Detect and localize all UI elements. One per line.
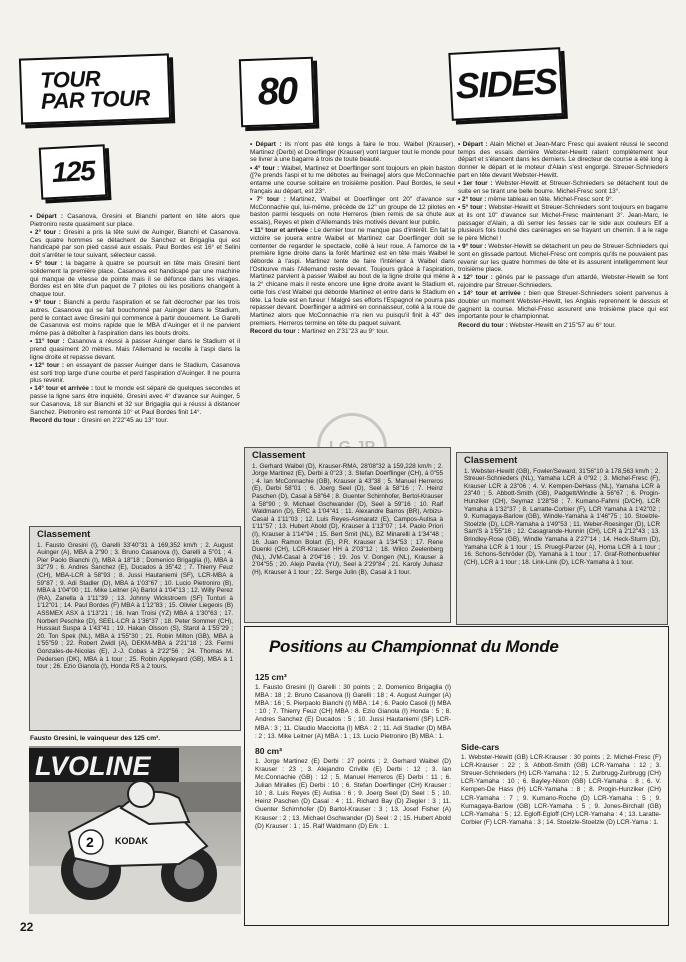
- lap-text: tout le monde est séparé de quelques secondes et passe la ligne sans être inquiété. Gresini avec 4° d'avance sur Auinger, 5 sur Casanova, 18 sur Bianchi et 32 sur Brigaglia qui a réussi à distancer Sanchez. Pietroniro est remonté 10° et Paul Bordes finit 14°.: [30, 385, 240, 416]
- world-column-right: [461, 671, 661, 827]
- number-plate-text: 2: [86, 834, 94, 850]
- lap-label: Record du tour :: [250, 327, 300, 335]
- race-report-sidecars: [458, 141, 668, 330]
- world-championship-box: [244, 626, 669, 926]
- report-paragraph: [250, 196, 455, 227]
- header-text: SIDES: [454, 60, 558, 107]
- class-125-header: [39, 144, 108, 199]
- report-paragraph: [30, 299, 240, 338]
- lap-label: • 5° tour :: [30, 260, 63, 268]
- world-column-left: [255, 667, 451, 831]
- lap-label: • Départ :: [458, 141, 488, 148]
- world-title: Positions au Championnat du Monde: [269, 637, 559, 656]
- tour-par-tour-header: [19, 53, 171, 124]
- report-paragraph: [30, 260, 240, 299]
- report-paragraph: [458, 196, 668, 204]
- lap-text: Gresini a pris la tête suivi de Auinger, Bianchi et Casanova. Ces quatre hommes se détachent de Sanchez et Brigaglia qui est handicapé par son pied cassé aux essais. Paul Bordes est 16° et Selini doit s'arrêter le tour suivant, sélecteur cassé.: [30, 228, 240, 260]
- race-photo: [29, 746, 241, 914]
- lap-text: ils n'ont pas été longs à faire le trou. Waibel (Krauser), Martinez (Derbi) et Doerflinger (Krauser) vont larguer tout le monde pour se livrer à une bagarre à trois de toute beauté.: [250, 141, 455, 164]
- box-title: Classement: [252, 450, 306, 461]
- report-paragraph: [30, 385, 240, 416]
- lap-label: • 1er tour :: [458, 180, 493, 188]
- report-paragraph: [458, 204, 668, 243]
- lap-text: en essayant de passer Auinger dans le Stadium, Casanova est sorti trop large d'une courbe et perd l'aspiration d'Auinger. Il ne pourra plus revenir.: [30, 361, 240, 385]
- lap-text: Alain Michel et Jean-Marc Fresc qui avaient réussi le second temps des essais derrière Webster-Hewitt ratent complètement leur départ et s'élancent dans les derniers. Le directeur de course a été long à donner le départ et le moteur d'Alain s'est engorgé. Streuer-Schnieders part en tête devant Webster-Hewitt.: [458, 141, 668, 179]
- helmet: [128, 781, 154, 807]
- lap-label: • 11° tour :: [30, 338, 65, 346]
- lap-label: • 7° tour :: [250, 195, 286, 203]
- lap-text: Waibel, Martinez et Doerflinger sont toujours en plein baston ([?e prends l'aspi et tu me débotes au freinage] alors que McConnachie entame une course solitaire en troisième position. Paul Bordes, le seul français au départ, est 23°.: [250, 164, 455, 195]
- world-80-heading: 80 cm³: [255, 745, 282, 756]
- class-80-header: [239, 57, 315, 128]
- box-text: 1. Fausto Gresini (I), Garelli 33'40"31 à 169,352 km/h ; 2. August Auinger (A), MBA à 2"90 ; 3. Bruno Casanova (I), Garelli à 5"01 ; 4. Pier Paolo Bianchi (I), MBA à 18"18 ; Domenico Brigaglia (I), MBA à 32"79 ; 6. Andres Sanchez (E), Ducados à 35"42 ; 7. Thierry Feuz (CH), MBA-LCR à 58"93 ; 8. Jussi Hautaniemi (SF), LCR-MBA à 59"87 ; 9. Adi Stadler (D), MBA à 1'03"67 ; 10. Lucio Pietroniro (B), MBA à 1'04"00 ; 11. Mike Leitner (A) Bartol à 1'04"13 ; 12. Willy Perez (RA), Zanella à 1'11"39 ; 13. Johnny Wickstroem (SF) Tunturi à 1'12"01 ; 14. Paul Bordes (F) MBA à 1'12"83 ; 15. Olivier Liegeois (B) ASSMEX ASX à 1'13"21 ; 16. Ivan Troisi (YZ) MBA à 1'30"63 ; 17. Norbert Peschke (D), SEEL-LCR à 1'36"37 ; 18. Peter Sommer (CH), Hussaut Suspa à 1'43"41 ; 19. Hakan Olsson (S), Starol à 1'55"29 ; 20. Ton Spek (NL), MBA à 1'55"30 ; 21. Robin Milton (GB), MBA à 1'55"59 ; 22. Robert Zwidl (A), DEKM-MBA à 2'21"18 ; 23. Fermi Gonzales-de-Nicolas (E), J.-J. Cobas à 2'22"56 ; 24. Thomas M. Pedersen (DK), MBA à 1 tour ; 25. Robin Appleyard (GB), MBA à 1 tour ; 26. Ezio Gianola (I), Honda RS à 2 tours.: [37, 541, 233, 671]
- sponsor-text: KODAK: [115, 836, 148, 846]
- race-report-80: [250, 141, 455, 336]
- report-paragraph: [30, 417, 240, 425]
- lap-text: Le dernier tour ne manque pas d'intérêt. En fait la victoire se jouera entre Waibel et Martinez car Doerflinger doit se contenter de regarder le spectacle, collé à leur roue. A l'amorce de la première ligne droite dans la forêt Martinez est en tête mais Waibel le déborde à l'aspi. Martinez tente de faire l'intérieur à Waibel dans l'Ostkurve mais l'Allemand reste devant. Toujours grâce à l'aspiration, Martinez parvient à passer Waibel au bout de la ligne droite qui mène à la 2° chicane mais il reste encore une ligne droite avant le Stadium et, cette fois c'est Waibel qui déborde Martinez et entre dans le Stadium en tête. La foule est en fureur ! Malgré ses efforts l'Espagnol ne pourra pas repasser devant. Doerflinger a admiré en connaisseur, collé à la roue de Martinez alors que McConnachie n'a rien vu puisqu'il finit à 43" des premiers. Herreros termine en tête du paquet suivant.: [250, 227, 456, 327]
- lap-text: bien que Streuer-Schnieders soient parvenus à doubler un moment Webster-Hewitt, les Anglais reprennent le dessus et gagnent la course. Michel-Fresc assurent une troisième place qui est importante pour le championnat.: [458, 290, 668, 321]
- classement-80-box: [244, 447, 451, 623]
- header-text: TOUR PAR TOUR: [39, 65, 151, 114]
- lap-text: Webster-Hewitt et Streuer-Schnieders se détachent tout de suite en se tirant une belle bourre. Michel-Fresc sont 13°.: [458, 180, 668, 195]
- report-paragraph: [250, 227, 455, 327]
- lap-label: Record du tour :: [30, 416, 80, 424]
- box-text: 1. Gerhard Waibel (D), Krauser-RMA, 28'08"32 à 159,228 km/h ; 2. Jorge Martinez (E), Derbi à 0"23 ; 3. Stefan Doerflinger (CH), à 0"55 ; 4. Ian McConnachie (GB), Krauser à 43"38 ; 5. Manuel Herreros (E), Derbi 58"01 ; 6. Joerg Seel (D), Seel à 58"16 ; 7. Heinz Paschen (D), Casal à 58"64 ; 8. Guenter Schirnhofer, Bertol-Krauser à 58"90 ; 9. Michael Gschwander (D), Seel à 59"16 ; 10. Ralf Waldmann (D), ERC à 1'04"41 ; 11. Alexandre Barros (BR), Arbizu-Casal à 1'11"03 ; 12. Luis Reyes-Asmaratz (E), Campos-Autisa à 1'11"57 ; 13. Hubert Abold (D), Krauser à 1'13"07 ; 14. Paolo Priori (I), Krauser à 1'14"94 ; 15. Bert Smit (NL), BZ Minarelli à 1'34"48 ; 16. Juan Ramon Bolart (E), P.R. Krauser à 1'34"53 ; 17. Rene Duenki (CH), LCR-Krauser HH à 2'03"12 ; 18. Wilco Zeelenberg (NL), JVM-Casal à 2'04"16 ; 19. Jos V. Dongen (NL), Krauser à 2'04"55 ; 20. Alejo Pavila (YU), Seel à 2'29"84 ; 21. Karoly Juhasz (H), Krauser à 1 tour ; 22. Serge Julin (B), Casal à 1 tour.: [252, 462, 443, 576]
- lap-label: • Départ :: [250, 141, 282, 148]
- report-paragraph: [30, 338, 240, 361]
- lap-label: • 5° tour :: [458, 204, 487, 212]
- banner-text: LVOLINE: [35, 751, 151, 781]
- lap-label: • 2° tour :: [458, 195, 487, 203]
- box-title: Classement: [464, 455, 518, 466]
- header-text: 125: [51, 154, 95, 189]
- lap-text: Bianchi a perdu l'aspiration et se fait décrocher par les trois autres. Casanova qui se fait bouchonné par Auinger dans le Stadium, perd le contact avec Gresini qui commence à partir doucement. Le Garelli de Casanova est moins rapide que le MBA d'Auinger et il ne parvient même pas à déboîter à l'aspiration dans les bouts droits.: [30, 299, 240, 338]
- report-paragraph: [458, 274, 668, 289]
- report-paragraph: [250, 328, 455, 336]
- report-paragraph: [30, 362, 240, 385]
- world-sidecar-text: 1. Webster-Hewitt (GB) LCR-Krauser : 30 points ; 2. Michel-Fresc (F) LCR-Krauser : 22 ; 3. Abbott-Smith (GB) LCR-Yamaha : 12 ; 3. Streuer-Schnieders (H) LCR-Yamaha : 12 ; 5. Zurbrugg-Zurbrugg (CH) LCR-Yamaha : 10 ; 6. Bayley-Nixon (GB) LCR-Yamaha : 8 ; 6. V. Kempen-De Hass (H) LCR-Yamaha : 8 ; 8. Progin-Hunziker (CH) LCR-Yamaha : 7 ; 9. Kumano-Roche (D) LCR-Yamaha : 5 ; 9. Kumagaya-Barlow (GB) LCR-Yamaha : 5 ; 9. Jones-Birchall (GB) LCR-Yamaha : 5 ; 12. Egloff-Egloff (CH) LCR-Yamaha : 4 ; 13. Laratte-Corbier (F) LCR-Yamaha : 3 ; 14. Stoelzle-Stoelzle (D) LCR-Yama : 1.: [461, 754, 661, 826]
- lap-label: • 9° tour :: [458, 243, 487, 251]
- header-text: 80: [257, 69, 297, 114]
- world-sidecar-heading: Side-cars: [461, 742, 500, 752]
- lap-label: • 14° tour et arrivée :: [30, 385, 94, 393]
- box-title: Classement: [37, 529, 91, 540]
- sides-header: [448, 47, 563, 121]
- report-paragraph: [30, 213, 240, 228]
- world-125-text: 1. Fausto Gresini (I) Garelli : 30 points ; 2. Domenico Brigaglia (I) MBA : 18 ; 2. Bruno Casanova (I) Garelli : 18 ; 4. August Auinger (A) MBA : 16 ; 5. Pierpaolo Bianchi (I) MBA : 14 ; 6. Paolo Casoli (I) MBA : 10 ; 7. Thierry Feuz (CH) MBA : 8. Ezio Gianola (I) Honda : 5 ; 8. Andres Sanchez (E) Ducados : 5 ; 10. Jussi Hautaniemi (SF) LCR-MBA : 3 ; 11. Claudio Macciotta (I) MBA : 2 ; 11. Adi Stadler (D) MBA : 2 ; 13. Mike Leitner (A) MBA : 1 ; 13. Lucio Pietroniro (B) MBA : 1.: [255, 684, 451, 740]
- report-paragraph: [458, 180, 668, 195]
- lap-label: • 11° tour et arrivée :: [250, 227, 313, 235]
- lap-text: Casanova, Gresini et Bianchi partent en tête alors que Pietroniro reste quasiment sur place.: [30, 213, 240, 228]
- world-125-heading: 125 cm³: [255, 672, 287, 682]
- report-paragraph: [458, 141, 668, 180]
- classement-sidecar-box: [456, 452, 668, 625]
- lap-text: Webster-Hewitt se détachent un peu de Streuer-Schnieders qui sont en glissade partout. Michel-Fresc ont compris qu'ils ne pouvaient pas revenir sur les quatre hommes de tête et ils assurent intelligemment leur troisième place.: [458, 243, 668, 274]
- world-80-text: 1. Jorge Martinez (E) Derbi : 27 points ; 2. Gerhard Waibel (D) Krauser : 23 ; 3. Alejandro Criville (E) Derbi : 12 ; 3. Ian Mc.Connachie (GB) : 12 ; 5. Manuel Herreros (E) Derbi : 11 ; 6. Julian Miralles (E) Derbi : 10 ; 6. Stefan Doerflinger (CH) Krauser : 10 ; 8. Luis Reyes (E) Autisa : 6 ; 9. Joerg Seel (D) Seel : 5 ; 10. Heinz Paschen (D) Casal : 4 ; 11. Richard Bay (D) Ziegler : 3 ; 11. Guenter Schirnhofer (D) Bartol-Krauser : 3 ; 13. Josef Fisher (A) Krauser : 2 ; 13. Michael Gschwander (D) Seel : 2 ; 15. Hubert Abold (D) Krauser : 1 ; 15. Ralf Waldmann (D) Erk : 1.: [255, 757, 451, 830]
- lap-text: gênés par le passage d'un attardé, Webster-Hewitt se font rejoindre par Streuer-Schnieders.: [458, 274, 668, 290]
- lap-label: • Départ :: [30, 213, 63, 220]
- box-text: 1. Webster-Hewitt (GB), Fowler/Seward, 31'56"10 à 178,563 km/h ; 2. Streuer-Schnieders (NL), Yamaha LCR à 0"92 ; 3. Michel-Fresc (F), Krauser LCR à 23"06 ; 4. V. Kempen-DeHass (NL), Yamaha LCR à 23"40 ; 5. Abbott-Smith (GB), Padgett/Windle à 56"67 ; 6. Progin-Hunziker (CH), Seymaz 1'28"58 ; 7. Kumano-Fahrni (D/CH), LCR Yamaha à 1'32"37 ; 8. Larratte-Corbier (F), LCR Yamaha à 1'42"02 ; 9. Kumagaya-Barlow (GB), Windle-Yamaha à 1'46"75 ; 10. Stoelzle-Stoelzle (D), LCR-Yamaha à 1'49"53 ; 11. Weber-Roesinger (D), LCR Sam'S à 1'55"16 ; 12. Casagrande-Hunnin (CH), LCR à 2'12"43 ; 13. Brindley-Rose (GB), Windle Yamaha à 2'27"14 ; 14. Heck-Sturm (D), Yamaha LCR à 1 tour ; 15. Pruegl-Parzer (A), Homa LCR à 1 tour ; 16. Schons-Schröder (D), Yamaha à 1 tour ; 17. Graf-Rothenbuehler (CH), LCR à 1 tour ; 18. Link-Link (D), LCR-Yamaha à 1 tour.: [464, 467, 660, 566]
- report-paragraph: [250, 141, 455, 164]
- motorcycle-photo-illustration: [29, 746, 241, 914]
- lap-label: • 12° tour :: [30, 361, 64, 369]
- lap-text: Webster-Hewitt en 2'15"57 au 6° tour.: [507, 321, 616, 329]
- classement-125-box: [29, 526, 241, 731]
- report-paragraph: [250, 165, 455, 196]
- lap-label: • 4° tour :: [250, 164, 280, 172]
- lap-text: Gresini en 2'22"45 au 13° tour.: [79, 416, 169, 424]
- report-paragraph: [30, 229, 240, 260]
- lap-text: Webster-Hewitt et Streuer-Schnieders sont toujours en bagarre et ils ont 10" d'avance sur Michel-Fresc maintenant 3°. Jean-Marc, le passager d'Alain, a dû serrer les fesses car le side aux couleurs Elf a plusieurs fois touché des carénages en se frayant un chemin. Il a le rage le père Michel !: [458, 204, 668, 242]
- lap-text: Martinez en 2'31"23 au 9° tour.: [299, 327, 389, 335]
- report-paragraph: [458, 290, 668, 321]
- lap-text: Martinez, Waibel et Doerflinger ont 20" d'avance sur McConnachie qui, lui-même, précède de 12" un groupe de 12 pilotes en baston parmi lesquels on note Herreros (bien remis de sa chute aux essais), Reyes et plein d'Allemands très motivés devant leur public.: [250, 195, 455, 227]
- report-paragraph: [458, 322, 668, 330]
- page-number: 22: [20, 920, 34, 934]
- race-report-125: [30, 213, 240, 425]
- lap-label: • 12° tour :: [458, 274, 493, 282]
- photo-caption: Fausto Gresini, le vainqueur des 125 cm³.: [30, 735, 161, 742]
- lap-text: même tableau en tête. Michel-Fresc sont 9°.: [486, 195, 614, 203]
- lap-label: Record du tour :: [458, 321, 508, 329]
- lap-label: • 14° tour et arrivée :: [458, 290, 526, 298]
- lap-label: • 9° tour :: [30, 299, 61, 307]
- lap-text: la bagarre à quatre se poursuit en tête mais Gresini tient solidement la première place. Casanova est handicapé par une machine qui manque de vitesse de pointe mais il se défonce dans les virages. Bordes est en tête d'un paquet de 7 pilotes où les positions changent à chaque tour.: [30, 260, 240, 299]
- lap-text: Casanova a réussi à passer Auinger dans le Stadium et il prend quasiment 20 mètres. Mais l'Allemand le recolle à l'aspi dans la ligne droite et repasse devant.: [30, 338, 240, 361]
- lap-label: • 2° tour :: [30, 228, 61, 236]
- report-paragraph: [458, 243, 668, 274]
